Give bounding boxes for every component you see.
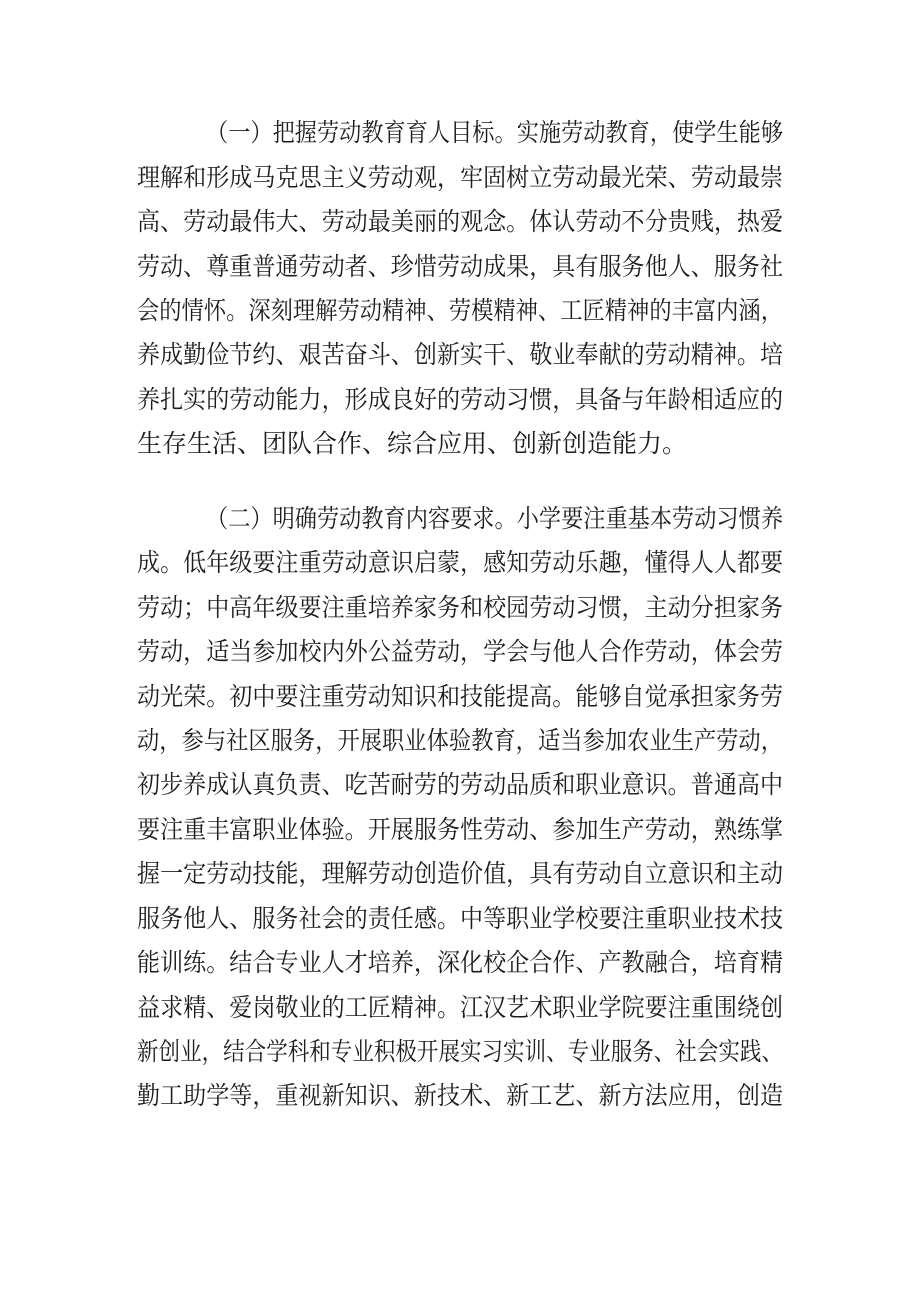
text-line — [0, 247, 920, 287]
text-line — [0, 1032, 920, 1072]
line-text: 理解和形成马克思主义劳动观，牢固树立劳动最光荣、劳动最崇 — [137, 163, 784, 192]
text-line — [0, 424, 920, 464]
line-text: 服务他人、服务社会的责任感。中等职业学校要注重职业技术技 — [137, 904, 784, 933]
text-line — [0, 113, 920, 153]
line-text: 高、劳动最伟大、劳动最美丽的观念。体认劳动不分贵贱，热爱 — [137, 207, 784, 236]
line-text: 初步养成认真负责、吃苦耐劳的劳动品质和职业意识。普通高中 — [137, 770, 784, 799]
text-line — [0, 854, 920, 894]
text-line — [0, 335, 920, 375]
text-line — [0, 1076, 920, 1116]
line-text: 成。低年级要注重劳动意识启蒙，感知劳动乐趣，懂得人人都要 — [137, 548, 784, 577]
line-text: 劳动，适当参加校内外公益劳动，学会与他人合作劳动，体会劳 — [137, 637, 784, 666]
line-text: 勤工助学等，重视新知识、新技术、新工艺、新方法应用，创造 — [137, 1081, 784, 1110]
line-text: 生存生活、团队合作、综合应用、创新创造能力。 — [137, 429, 688, 458]
line-text: 养成勤俭节约、艰苦奋斗、创新实干、敬业奉献的劳动精神。培 — [137, 340, 784, 369]
text-line — [0, 899, 920, 939]
text-line — [0, 721, 920, 761]
line-text: 握一定劳动技能，理解劳动创造价值，具有劳动自立意识和主动 — [137, 859, 784, 888]
text-line — [0, 543, 920, 583]
text-line — [0, 810, 920, 850]
line-text: 会的情怀。深刻理解劳动精神、劳模精神、工匠精神的丰富内涵， — [137, 296, 783, 325]
line-text: 新创业，结合学科和专业积极开展实习实训、专业服务、社会实践、 — [137, 1037, 783, 1066]
text-line — [0, 202, 920, 242]
text-line — [0, 158, 920, 198]
line-text: 动，参与社区服务，开展职业体验教育，适当参加农业生产劳动， — [137, 726, 783, 755]
text-line — [0, 380, 920, 420]
text-line — [0, 291, 920, 331]
line-text: 劳动；中高年级要注重培养家务和校园劳动习惯，主动分担家务 — [137, 593, 784, 622]
text-line — [0, 588, 920, 628]
text-line — [0, 943, 920, 983]
line-text: 动光荣。初中要注重劳动知识和技能提高。能够自觉承担家务劳 — [137, 682, 784, 711]
line-text: 劳动、尊重普通劳动者、珍惜劳动成果，具有服务他人、服务社 — [137, 252, 784, 281]
text-line — [0, 499, 920, 539]
line-text: 要注重丰富职业体验。开展服务性劳动、参加生产劳动，熟练掌 — [137, 815, 784, 844]
text-line — [0, 765, 920, 805]
line-text: 养扎实的劳动能力，形成良好的劳动习惯，具备与年龄相适应的 — [137, 385, 784, 414]
line-text: （一）把握劳动教育育人目标。实施劳动教育，使学生能够 — [206, 118, 784, 147]
text-line — [0, 677, 920, 717]
line-text: 能训练。结合专业人才培养，深化校企合作、产教融合，培育精 — [137, 948, 784, 977]
line-text: （二）明确劳动教育内容要求。小学要注重基本劳动习惯养 — [206, 504, 784, 533]
text-line — [0, 988, 920, 1028]
line-text: 益求精、爱岗敬业的工匠精神。江汉艺术职业学院要注重围绕创 — [137, 993, 784, 1022]
text-line — [0, 632, 920, 672]
